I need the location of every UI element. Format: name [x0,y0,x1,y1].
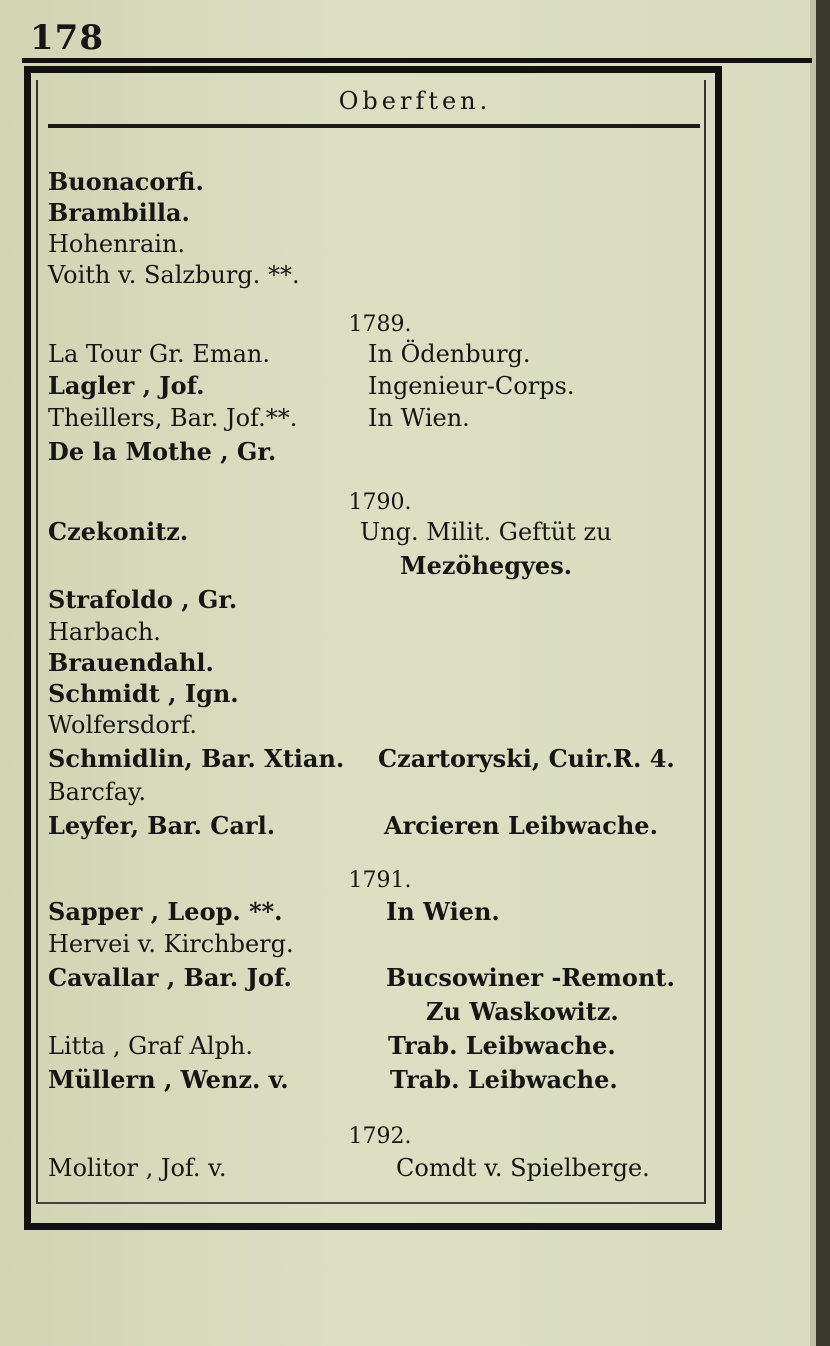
entry-name: La Tour Gr. Eman. [48,340,270,368]
year-heading: 1792. [348,1124,412,1149]
entry-name: Strafoldo , Gr. [48,585,238,614]
year-heading: 1791. [348,868,412,893]
entry-post: In Wien. [368,404,470,432]
entry-name: Wolfersdorf. [48,711,197,739]
entry-name: Müllern , Wenz. v. [48,1065,289,1094]
entry-post: Czartoryski, Cuir.R. 4. [378,744,675,773]
entry-post: Bucsowiner -Remont. [386,963,675,992]
entry-name: Hohenrain. [48,230,186,258]
entry-name: Leyfer, Bar. Carl. [48,811,276,840]
entry-post: Trab. Leibwache. [390,1065,618,1094]
entry-name: Hervei v. Kirchberg. [48,930,294,958]
entry-post: Ung. Milit. Geftüt zu [360,518,612,546]
entry-name: Cavallar , Bar. Jof. [48,963,292,992]
entry-name: Litta , Graf Alph. [48,1032,254,1060]
entry-post-continued: Mezöhegyes. [400,551,573,580]
entry-post: In Ödenburg. [368,340,531,368]
year-heading: 1789. [348,312,412,337]
top-rule [22,58,812,63]
entry-name: Schmidlin, Bar. Xtian. [48,744,345,773]
entry-post: Trab. Leibwache. [388,1031,616,1060]
entry-name: Barcfay. [48,778,147,806]
entry-name: Harbach. [48,618,161,646]
entry-name: Czekonitz. [48,517,189,546]
entry-name: Brauendahl. [48,648,214,677]
entry-post: Comdt v. Spielberge. [396,1154,650,1182]
entry-name: Buonacorfi. [48,167,204,196]
page-number: 178 [30,18,104,58]
entry-name: Brambilla. [48,198,190,227]
year-heading: 1790. [348,490,412,515]
entry-name: Lagler , Jof. [48,371,205,400]
entry-name: Voith v. Salzburg. **. [48,261,300,289]
entry-name: Theillers, Bar. Jof.**. [48,404,298,432]
entry-post-continued: Zu Waskowitz. [426,997,619,1026]
entry-post: Arcieren Leibwache. [384,811,658,840]
header-rule [48,124,700,128]
entry-post: Ingenieur-Corps. [368,372,575,400]
entry-name: Schmidt , Ign. [48,679,239,708]
entry-name: Sapper , Leop. **. [48,897,283,926]
entry-post: In Wien. [386,897,500,926]
book-edge [816,0,830,1346]
section-header: Oberften. [338,87,492,115]
entry-name: Molitor , Jof. v. [48,1154,227,1182]
entry-name: De la Mothe , Gr. [48,437,277,466]
